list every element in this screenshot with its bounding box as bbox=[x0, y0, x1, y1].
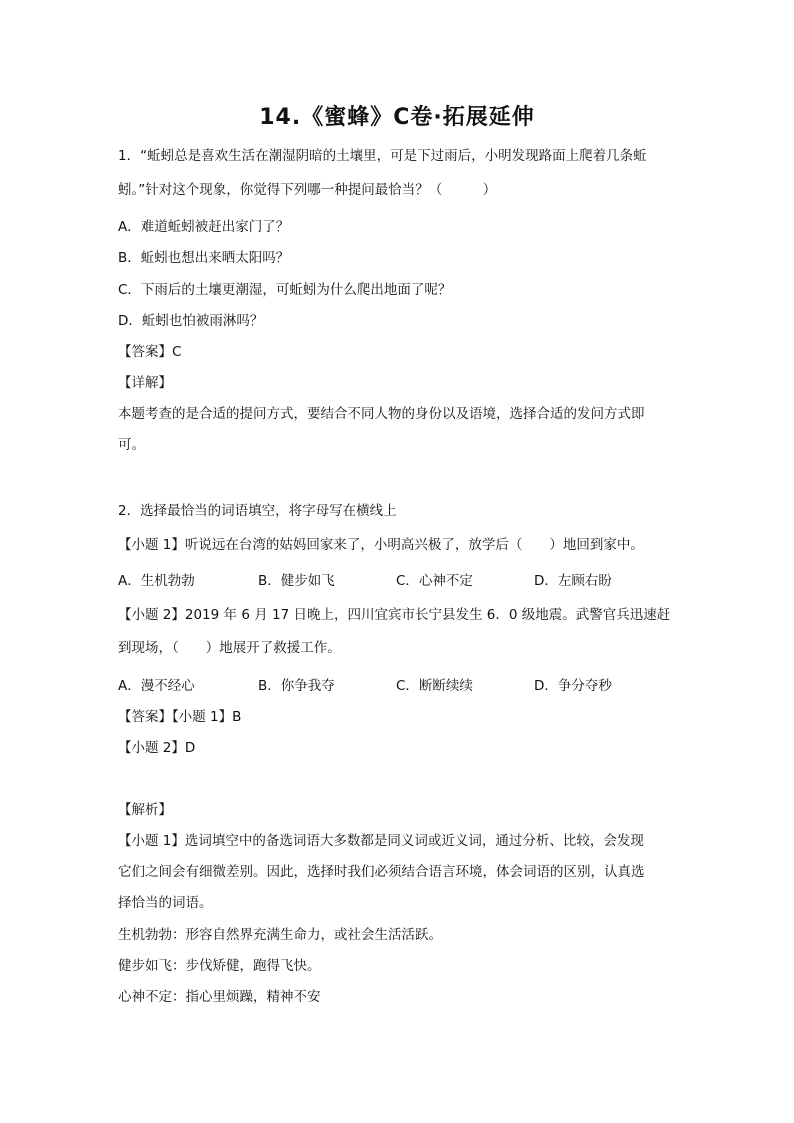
q2-stem: 2．选择最恰当的词语填空，将字母写在横线上 bbox=[118, 503, 397, 519]
q2-analysis-heading: 【解析】 bbox=[118, 802, 172, 818]
q2-answer-line-2: 【小题 2】D bbox=[118, 740, 196, 756]
definition-1: 生机勃勃：形容自然界充满生命力，或社会生活活跃。 bbox=[118, 927, 442, 943]
q2-sub2-question-line-2: 到现场，（ ）地展开了救援工作。 bbox=[118, 640, 341, 656]
q1-option-b: B．蚯蚓也想出来晒太阳吗？ bbox=[118, 250, 290, 266]
q2-sub1-option-a: A．生机勃勃 bbox=[118, 573, 195, 589]
q1-detail-line-1: 本题考查的是合适的提问方式，要结合不同人物的身份以及语境，选择合适的发问方式即 bbox=[118, 406, 645, 422]
q2-answer-line-1: 【答案】【小题 1】B bbox=[118, 709, 242, 725]
page-title: 14.《蜜蜂》C卷·拓展延伸 bbox=[259, 105, 535, 130]
q2-sub2-option-b: B．你争我夺 bbox=[258, 678, 335, 694]
q1-option-c: C．下雨后的土壤更潮湿，可蚯蚓为什么爬出地面了呢？ bbox=[118, 282, 452, 298]
q2-sub2-option-d: D．争分夺秒 bbox=[534, 678, 612, 694]
q2-sub1-question: 【小题 1】听说远在台湾的姑妈回家来了，小明高兴极了，放学后（ ）地回到家中。 bbox=[118, 537, 644, 553]
q2-analysis-line-1: 【小题 1】选词填空中的备选词语大多数都是同义词或近义词，通过分析、比较，会发现 bbox=[118, 833, 644, 849]
q1-stem-line-1: 1．“蚯蚓总是喜欢生活在潮湿阴暗的土壤里，可是下过雨后，小明发现路面上爬着几条蚯 bbox=[118, 148, 647, 164]
q2-sub2-option-a: A．漫不经心 bbox=[118, 678, 195, 694]
q1-detail-line-2: 可。 bbox=[118, 437, 145, 453]
q2-sub1-option-d: D．左顾右盼 bbox=[534, 573, 612, 589]
q1-stem-line-2: 蚓。”针对这个现象，你觉得下列哪一种提问最恰当？（ ） bbox=[118, 182, 497, 198]
definition-3: 心神不定：指心里烦躁，精神不安 bbox=[118, 989, 321, 1005]
q1-option-d: D．蚯蚓也怕被雨淋吗？ bbox=[118, 313, 264, 329]
q1-option-a: A．难道蚯蚓被赶出家门了？ bbox=[118, 219, 290, 235]
q2-analysis-line-3: 择恰当的词语。 bbox=[118, 895, 213, 911]
q2-sub1-option-b: B．健步如飞 bbox=[258, 573, 335, 589]
q2-analysis-line-2: 它们之间会有细微差别。因此，选择时我们必须结合语言环境，体会词语的区别，认真选 bbox=[118, 864, 645, 880]
q2-sub2-option-c: C．断断续续 bbox=[396, 678, 473, 694]
q1-answer: 【答案】C bbox=[118, 344, 182, 360]
q1-detail-heading: 【详解】 bbox=[118, 375, 172, 391]
q2-sub2-question-line-1: 【小题 2】2019 年 6 月 17 日晚上，四川宜宾市长宁县发生 6．0 级地震。武警官兵迅速赶 bbox=[118, 607, 671, 623]
definition-2: 健步如飞：步伐矫健，跑得飞快。 bbox=[118, 958, 321, 974]
q2-sub1-option-c: C．心神不定 bbox=[396, 573, 473, 589]
